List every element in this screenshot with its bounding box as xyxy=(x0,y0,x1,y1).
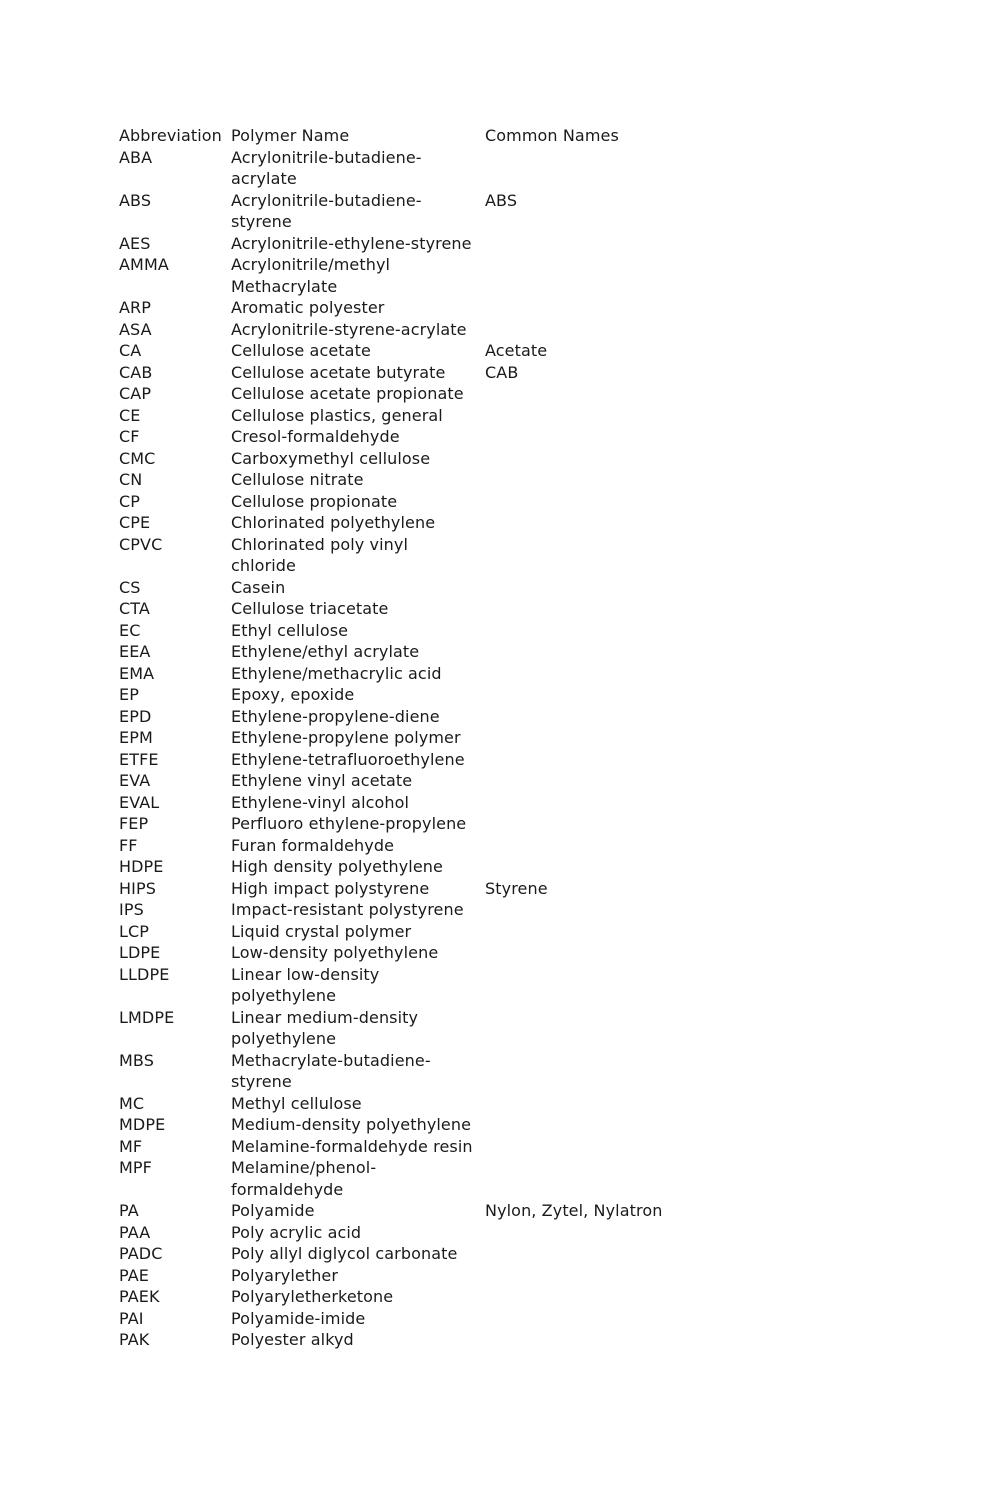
abbreviation-cell: LMDPE xyxy=(119,1007,175,1027)
polymer-name-cell xyxy=(231,770,485,792)
abbreviation-cell: PAA xyxy=(119,1222,151,1242)
polymer-name-line: Acrylonitrile-styrene-acrylate xyxy=(231,319,467,339)
polymer-name-line: acrylate xyxy=(231,169,297,188)
table-row xyxy=(119,1093,739,1115)
table-row xyxy=(119,1265,739,1287)
polymer-name-line: Impact-resistant polystyrene xyxy=(231,900,464,919)
polymer-abbreviation-table xyxy=(119,125,739,1351)
polymer-name-line: Cellulose acetate propionate xyxy=(231,384,464,403)
table-row xyxy=(119,727,739,749)
polymer-name-cell xyxy=(231,448,485,470)
polymer-name-cell xyxy=(231,190,485,233)
polymer-name-line: Melamine/phenol- xyxy=(231,1158,377,1177)
table-row xyxy=(119,813,739,835)
table-row xyxy=(119,1007,739,1050)
polymer-name-line: Cellulose plastics, general xyxy=(231,405,443,425)
polymer-name-line: Ethylene/methacrylic acid xyxy=(231,663,442,683)
abbreviation-cell: AMMA xyxy=(119,255,169,274)
table-row xyxy=(119,770,739,792)
table-row xyxy=(119,684,739,706)
polymer-name-line: Poly acrylic acid xyxy=(231,1222,362,1242)
polymer-name-cell xyxy=(231,641,485,663)
abbreviation-cell: CTA xyxy=(119,599,150,618)
table-row xyxy=(119,1286,739,1308)
table-row xyxy=(119,749,739,771)
polymer-name-line: Carboxymethyl cellulose xyxy=(231,448,431,468)
polymer-name-cell xyxy=(231,1222,485,1244)
abbreviation-cell: CF xyxy=(119,427,140,446)
polymer-name-line: Ethylene-propylene polymer xyxy=(231,728,461,747)
abbreviation-cell: EP xyxy=(119,685,139,704)
table-row xyxy=(119,964,739,1007)
abbreviation-cell: CP xyxy=(119,491,141,511)
table-body xyxy=(119,147,739,1351)
polymer-name-line: Chlorinated polyethylene xyxy=(231,513,436,532)
polymer-name-line: formaldehyde xyxy=(231,1179,344,1199)
polymer-name-line: polyethylene xyxy=(231,986,337,1005)
polymer-name-cell xyxy=(231,1329,485,1351)
polymer-name-line: Methyl cellulose xyxy=(231,1093,362,1113)
polymer-name-cell xyxy=(231,512,485,534)
polymer-name-line: Ethyl cellulose xyxy=(231,620,349,640)
polymer-name-cell xyxy=(231,147,485,190)
polymer-name-line: polyethylene xyxy=(231,1029,337,1048)
table-row xyxy=(119,469,739,491)
polymer-name-cell xyxy=(231,878,485,900)
polymer-name-cell xyxy=(231,921,485,943)
abbreviation-cell: MC xyxy=(119,1093,145,1113)
table-row xyxy=(119,254,739,297)
abbreviation-cell: ABS xyxy=(119,190,152,210)
polymer-name-cell xyxy=(231,620,485,642)
table-row xyxy=(119,405,739,427)
polymer-name-line: Cellulose triacetate xyxy=(231,599,389,618)
table-row xyxy=(119,233,739,255)
abbreviation-cell: EVAL xyxy=(119,792,160,812)
polymer-name-line: Acrylonitrile-ethylene-styrene xyxy=(231,233,472,253)
abbreviation-cell: PAI xyxy=(119,1308,144,1328)
common-names-cell: Nylon, Zytel, Nylatron xyxy=(485,1201,663,1220)
polymer-name-cell xyxy=(231,835,485,857)
table-row xyxy=(119,856,739,878)
polymer-name-line: Polyamide-imide xyxy=(231,1308,366,1328)
common-names-cell: Acetate xyxy=(485,341,548,360)
polymer-name-cell xyxy=(231,534,485,577)
polymer-name-cell xyxy=(231,1050,485,1093)
common-names-cell: ABS xyxy=(485,190,518,210)
table-row xyxy=(119,319,739,341)
polymer-name-line: Poly allyl diglycol carbonate xyxy=(231,1244,458,1263)
table-row xyxy=(119,1050,739,1093)
polymer-name-cell xyxy=(231,491,485,513)
polymer-name-line: Methacrylate xyxy=(231,276,338,296)
polymer-name-cell xyxy=(231,340,485,362)
abbreviation-cell: EEA xyxy=(119,642,151,661)
polymer-name-cell xyxy=(231,469,485,491)
table-row xyxy=(119,340,739,362)
table-row xyxy=(119,448,739,470)
polymer-name-line: Linear medium-density xyxy=(231,1007,419,1027)
abbreviation-cell: PAEK xyxy=(119,1287,160,1306)
abbreviation-cell: EC xyxy=(119,620,141,640)
abbreviation-cell: CAB xyxy=(119,362,153,382)
polymer-name-line: Acrylonitrile/methyl xyxy=(231,255,391,274)
polymer-name-line: Cellulose acetate xyxy=(231,341,371,360)
polymer-name-line: Liquid crystal polymer xyxy=(231,921,412,941)
table-row xyxy=(119,426,739,448)
abbreviation-cell: LCP xyxy=(119,921,150,941)
abbreviation-cell: ETFE xyxy=(119,749,159,769)
table-row xyxy=(119,577,739,599)
polymer-name-cell xyxy=(231,856,485,878)
table-row xyxy=(119,1200,739,1222)
table-row xyxy=(119,1329,739,1351)
polymer-name-line: Ethylene-vinyl alcohol xyxy=(231,792,410,812)
polymer-name-line: Perfluoro ethylene-propylene xyxy=(231,814,467,833)
polymer-name-line: Polyamide xyxy=(231,1201,315,1220)
abbreviation-cell: MPF xyxy=(119,1158,152,1177)
abbreviation-cell: MDPE xyxy=(119,1115,166,1134)
polymer-name-line: Chlorinated poly vinyl xyxy=(231,534,408,554)
abbreviation-cell: CPVC xyxy=(119,534,163,554)
table-row xyxy=(119,921,739,943)
abbreviation-cell: CA xyxy=(119,341,142,360)
polymer-name-cell xyxy=(231,942,485,964)
table-row xyxy=(119,1243,739,1265)
table-row xyxy=(119,1114,739,1136)
polymer-name-cell xyxy=(231,319,485,341)
abbreviation-cell: LDPE xyxy=(119,943,161,962)
table-row xyxy=(119,706,739,728)
table-row xyxy=(119,942,739,964)
abbreviation-cell: PA xyxy=(119,1201,139,1220)
polymer-name-line: Polyarylether xyxy=(231,1265,339,1285)
table-row xyxy=(119,512,739,534)
abbreviation-cell: CMC xyxy=(119,448,156,468)
polymer-name-cell xyxy=(231,663,485,685)
polymer-name-cell xyxy=(231,1265,485,1287)
header-abbreviation: Abbreviation xyxy=(119,126,222,145)
table-row xyxy=(119,190,739,233)
header-polymer-name: Polymer Name xyxy=(231,126,350,145)
polymer-name-line: Linear low-density xyxy=(231,964,380,984)
polymer-name-cell xyxy=(231,1308,485,1330)
abbreviation-cell: CPE xyxy=(119,513,151,532)
polymer-name-line: Polyaryletherketone xyxy=(231,1287,394,1306)
polymer-name-line: Ethylene/ethyl acrylate xyxy=(231,642,420,661)
abbreviation-cell: EVA xyxy=(119,771,151,790)
abbreviation-cell: EPD xyxy=(119,706,152,726)
polymer-name-cell xyxy=(231,1157,485,1200)
polymer-name-line: Cellulose nitrate xyxy=(231,470,364,489)
polymer-name-cell xyxy=(231,577,485,599)
polymer-name-line: Acrylonitrile-butadiene- xyxy=(231,147,422,167)
polymer-name-cell xyxy=(231,297,485,319)
polymer-name-cell xyxy=(231,1243,485,1265)
polymer-name-line: Polyester alkyd xyxy=(231,1330,354,1349)
table-row xyxy=(119,383,739,405)
table-row xyxy=(119,835,739,857)
table-row xyxy=(119,1157,739,1200)
polymer-name-line: Cellulose acetate butyrate xyxy=(231,362,446,382)
abbreviation-cell: IPS xyxy=(119,900,144,919)
table-row xyxy=(119,147,739,190)
table-row xyxy=(119,491,739,513)
polymer-name-cell xyxy=(231,1200,485,1222)
polymer-name-line: Ethylene vinyl acetate xyxy=(231,771,413,790)
abbreviation-cell: PAK xyxy=(119,1330,150,1349)
table-row xyxy=(119,878,739,900)
table-row xyxy=(119,297,739,319)
header-common-names: Common Names xyxy=(485,126,619,145)
polymer-name-cell xyxy=(231,1286,485,1308)
common-names-cell: Styrene xyxy=(485,878,548,898)
abbreviation-cell: PAE xyxy=(119,1265,149,1285)
abbreviation-cell: FF xyxy=(119,835,138,855)
polymer-name-cell xyxy=(231,405,485,427)
common-names-cell: CAB xyxy=(485,362,519,382)
abbreviation-cell: CAP xyxy=(119,384,152,403)
abbreviation-cell: CN xyxy=(119,470,143,489)
abbreviation-cell: CS xyxy=(119,577,141,597)
polymer-name-cell xyxy=(231,813,485,835)
abbreviation-cell: HDPE xyxy=(119,857,164,876)
polymer-name-cell xyxy=(231,964,485,1007)
polymer-name-cell xyxy=(231,749,485,771)
polymer-name-line: Casein xyxy=(231,577,286,597)
polymer-name-cell xyxy=(231,899,485,921)
polymer-name-line: Ethylene-tetrafluoroethylene xyxy=(231,749,465,769)
abbreviation-cell: AES xyxy=(119,233,151,253)
polymer-name-line: Melamine-formaldehyde resin xyxy=(231,1136,473,1156)
polymer-name-line: styrene xyxy=(231,212,292,231)
polymer-name-cell xyxy=(231,426,485,448)
table-row xyxy=(119,1136,739,1158)
abbreviation-cell: EPM xyxy=(119,728,153,747)
polymer-name-line: chloride xyxy=(231,556,296,575)
table-row xyxy=(119,534,739,577)
polymer-name-line: styrene xyxy=(231,1072,292,1091)
polymer-name-cell xyxy=(231,598,485,620)
abbreviation-cell: EMA xyxy=(119,663,155,683)
polymer-name-line: Cresol-formaldehyde xyxy=(231,427,400,446)
polymer-name-cell xyxy=(231,254,485,297)
polymer-name-line: Acrylonitrile-butadiene- xyxy=(231,190,422,210)
polymer-name-cell xyxy=(231,1093,485,1115)
table-row xyxy=(119,663,739,685)
polymer-name-cell xyxy=(231,792,485,814)
polymer-name-cell xyxy=(231,233,485,255)
polymer-name-cell xyxy=(231,1114,485,1136)
abbreviation-cell: MF xyxy=(119,1136,143,1156)
abbreviation-cell: PADC xyxy=(119,1244,163,1263)
polymer-name-cell xyxy=(231,1136,485,1158)
polymer-name-line: Methacrylate-butadiene- xyxy=(231,1050,431,1070)
table-row xyxy=(119,1222,739,1244)
abbreviation-cell: MBS xyxy=(119,1050,154,1070)
polymer-name-cell xyxy=(231,1007,485,1050)
polymer-name-cell xyxy=(231,727,485,749)
polymer-name-cell xyxy=(231,706,485,728)
polymer-name-line: High density polyethylene xyxy=(231,857,443,876)
abbreviation-cell: FEP xyxy=(119,814,149,833)
table-row xyxy=(119,620,739,642)
polymer-name-line: Epoxy, epoxide xyxy=(231,685,355,704)
polymer-name-line: Medium-density polyethylene xyxy=(231,1115,472,1134)
table-row xyxy=(119,362,739,384)
polymer-name-cell xyxy=(231,362,485,384)
polymer-name-line: Ethylene-propylene-diene xyxy=(231,706,440,726)
table-row xyxy=(119,598,739,620)
table-row xyxy=(119,899,739,921)
table-header-row xyxy=(119,125,739,147)
abbreviation-cell: ARP xyxy=(119,298,152,317)
polymer-name-line: High impact polystyrene xyxy=(231,878,430,898)
abbreviation-cell: LLDPE xyxy=(119,964,170,984)
polymer-name-line: Low-density polyethylene xyxy=(231,943,439,962)
polymer-name-line: Furan formaldehyde xyxy=(231,835,395,855)
table-row xyxy=(119,792,739,814)
table-row xyxy=(119,1308,739,1330)
polymer-name-line: Aromatic polyester xyxy=(231,298,385,317)
abbreviation-cell: HIPS xyxy=(119,878,156,898)
abbreviation-cell: ABA xyxy=(119,147,153,167)
table-row xyxy=(119,641,739,663)
polymer-name-cell xyxy=(231,383,485,405)
abbreviation-cell: ASA xyxy=(119,319,152,339)
polymer-name-cell xyxy=(231,684,485,706)
abbreviation-cell: CE xyxy=(119,405,141,425)
polymer-name-line: Cellulose propionate xyxy=(231,491,398,511)
